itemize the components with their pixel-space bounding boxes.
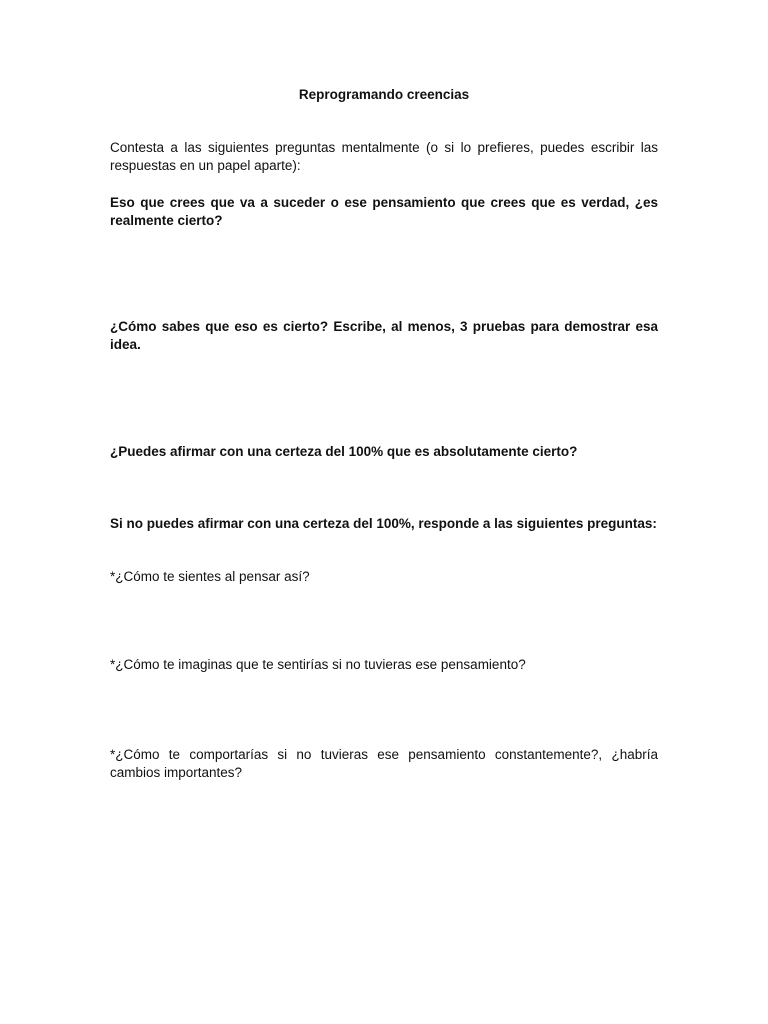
question-2: ¿Cómo sabes que eso es cierto? Escribe, al menos, 3 pruebas para demostrar esa idea. — [110, 319, 658, 352]
question-1: Eso que crees que va a suceder o ese pensamiento que crees que es verdad, ¿es realmente cierto? — [110, 195, 658, 228]
sub-question-3: *¿Cómo te comportarías si no tuvieras ese pensamiento constantemente?, ¿habría cambios importantes? — [110, 747, 658, 780]
intro-paragraph: Contesta a las siguientes preguntas mentalmente (o si lo prefieres, puedes escribir las respuestas en un papel aparte): — [110, 140, 658, 173]
question-4: Si no puedes afirmar con una certeza del 100%, responde a las siguientes preguntas: — [110, 516, 657, 531]
sub-question-2: *¿Cómo te imaginas que te sentirías si no tuvieras ese pensamiento? — [110, 657, 526, 672]
question-3: ¿Puedes afirmar con una certeza del 100% que es absolutamente cierto? — [110, 444, 578, 459]
document-title: Reprogramando creencias — [298, 87, 470, 102]
sub-question-1: *¿Cómo te sientes al pensar así? — [110, 569, 310, 584]
